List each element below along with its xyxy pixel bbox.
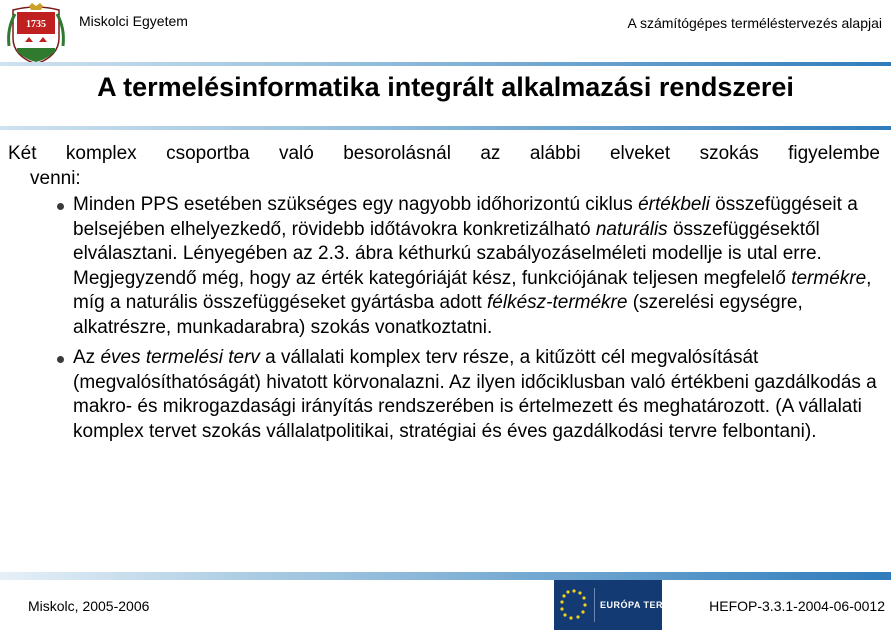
intro-paragraph (8, 142, 880, 191)
bullet-text-part: , míg a naturális összefüggéseket gyártásba adott (73, 267, 872, 313)
footer-location-date: Miskolc, 2005-2006 (28, 598, 150, 614)
intro-line-1: Két komplex csoportba való besorolásnál az alábbi elveket szokás figyelembe (8, 143, 880, 164)
title-rule-bottom (0, 126, 891, 130)
footer-rule (0, 572, 891, 580)
eu-logo-text: EURÓPA TERV (600, 600, 670, 610)
slide-body (8, 142, 880, 450)
bullet-text (73, 193, 880, 340)
bullet-text-emphasis: éves termelési terv (100, 347, 260, 368)
bullet-text-emphasis: naturális (595, 218, 668, 240)
eu-logo-divider (594, 588, 595, 622)
university-name: Miskolci Egyetem (79, 13, 188, 29)
bullet-dot-icon (57, 203, 64, 210)
bullet-text-part: (szerelési egységre, alkatrészre, munkadarabra) szokás vonatkoztatni. (73, 292, 803, 338)
title-rule-top (0, 62, 891, 66)
slide-title: A termelésinformatika integrált alkalmazási rendszerei (97, 72, 794, 102)
footer-project-code: HEFOP-3.3.1-2004-06-0012 (709, 598, 885, 614)
bullet-item (8, 193, 880, 340)
bullet-text-part: Minden PPS esetében szükséges egy nagyobb időhorizontú ciklus (73, 194, 639, 215)
bullet-text-part: Az (73, 347, 101, 368)
bullet-list (8, 193, 880, 444)
bullet-text-part: összefüggésektől elválasztani. Lényegében az 2.3. ábra kéthurkú szabályozáselméleti modellje is utal erre. Megjegyzendő még, hogy az érték kategóriáját kész, funkciójának teljesen megfelelő (73, 218, 822, 289)
bullet-text-emphasis: értékbeli (638, 194, 710, 215)
bullet-dot-icon (57, 356, 64, 363)
crest-years: 1735 (26, 19, 46, 30)
bullet-item (8, 346, 880, 444)
intro-line-2: venni: (30, 167, 81, 189)
bullet-text-part: a vállalati komplex terv része, a kitűzött cél megvalósítását (megvalósíthatóságát) hivatott körvonalazni. Az ilyen időciklusban való értékbeni gazdálkodás a makro- és mikrogazdasági irányítás rendszerében is értelmezett és meghatározott. (A vállalati komplex tervet szokás vállalatpolitikai, stratégiai és éves gazdálkodási tervre felbontani). (73, 347, 877, 442)
course-title: A számítógépes terméléstervezés alapjai (627, 15, 882, 31)
europa-terv-logo (554, 580, 670, 630)
bullet-text-emphasis: termékre (791, 267, 867, 289)
university-crest-logo (5, 2, 67, 66)
eu-stars-icon (554, 580, 594, 630)
bullet-text-emphasis: félkész-termékre (487, 292, 628, 313)
bullet-text (73, 346, 880, 444)
bullet-text-part: összefüggéseit a belsejében elhelyezkedő, rövidebb időtávokra konkretizálható (73, 194, 858, 240)
